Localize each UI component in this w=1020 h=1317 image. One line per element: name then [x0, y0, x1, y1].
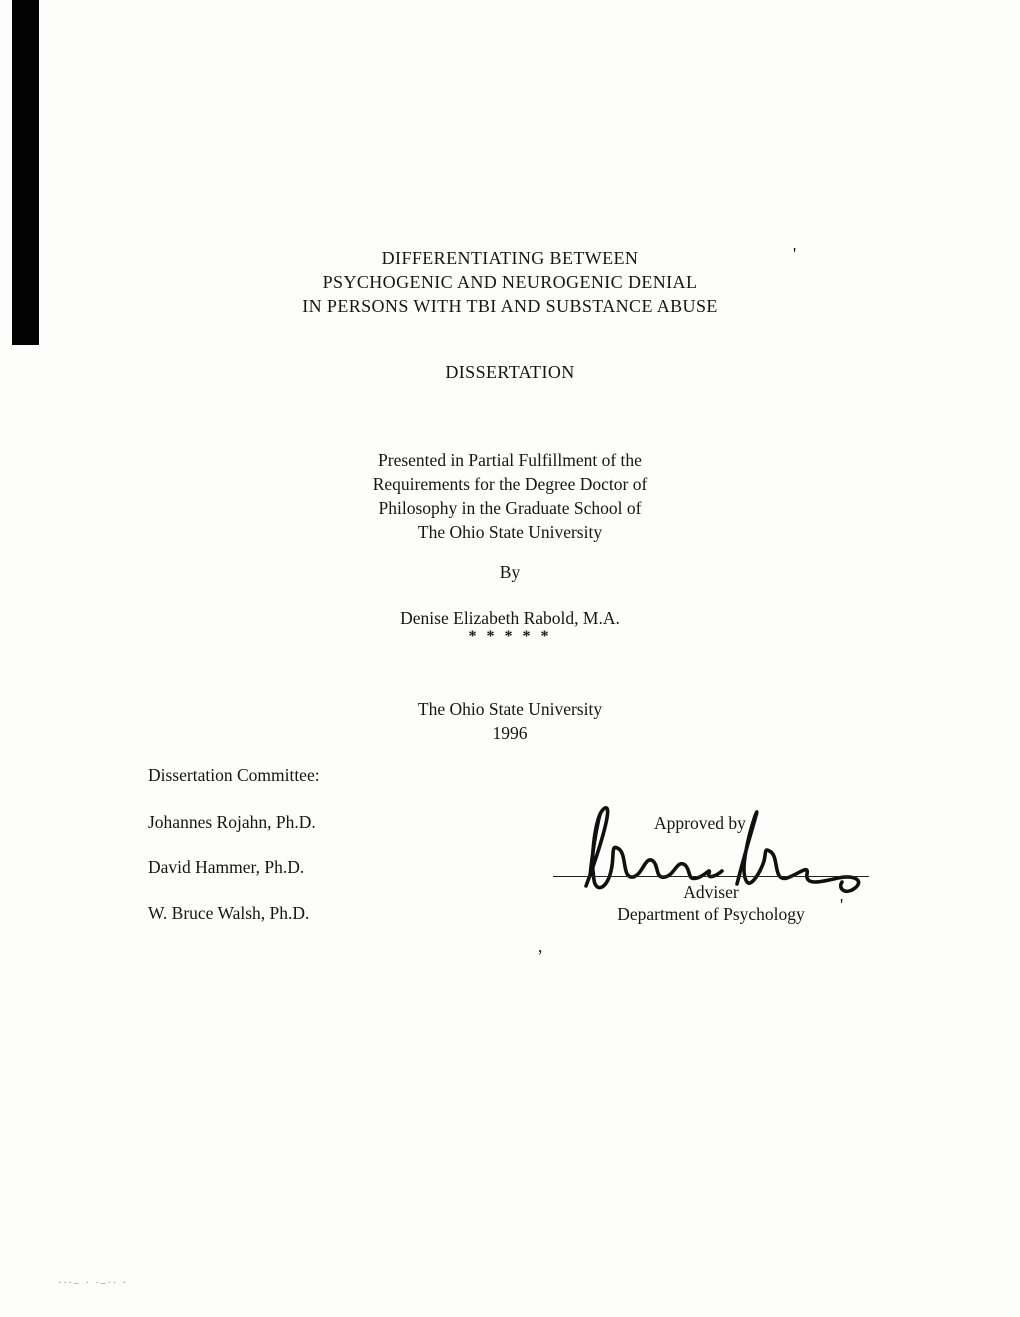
by-label: By — [499, 562, 521, 582]
title-line-3: IN PERSONS WITH TBI AND SUBSTANCE ABUSE — [302, 296, 718, 316]
year: 1996 — [492, 723, 528, 743]
scan-artifact-bottom-left: ···– · ·–·· · — [58, 1278, 129, 1289]
document-type-label: DISSERTATION — [445, 362, 575, 382]
fulfillment-line-1: Presented in Partial Fulfillment of the — [378, 450, 642, 470]
scan-artifact-mark-below: , — [538, 936, 543, 956]
title-block — [0, 246, 1020, 318]
department-label: Department of Psychology — [617, 904, 805, 924]
author-name: Denise Elizabeth Rabold, M.A. — [400, 608, 620, 628]
adviser-label: Adviser — [683, 882, 739, 902]
approved-by-label: Approved by — [654, 813, 746, 833]
institution-name: The Ohio State University — [417, 699, 603, 719]
committee-member-3: W. Bruce Walsh, Ph.D. — [148, 903, 310, 923]
committee-member-2: David Hammer, Ph.D. — [148, 857, 305, 877]
fulfillment-block — [0, 448, 1020, 544]
committee-heading: Dissertation Committee: — [148, 765, 320, 785]
fulfillment-line-3: Philosophy in the Graduate School of — [378, 498, 642, 518]
title-line-1: DIFFERENTIATING BETWEEN — [381, 248, 639, 268]
scan-artifact-mark-right: ' — [840, 895, 844, 915]
committee-member-1: Johannes Rojahn, Ph.D. — [148, 812, 316, 832]
scan-artifact-mark-top-right: ' — [793, 244, 797, 264]
fulfillment-line-2: Requirements for the Degree Doctor of — [372, 474, 648, 494]
title-line-2: PSYCHOGENIC AND NEUROGENIC DENIAL — [322, 272, 698, 292]
signature-line — [553, 876, 869, 877]
fulfillment-line-4: The Ohio State University — [417, 522, 603, 542]
asterisk-row: * * * * * — [468, 628, 552, 645]
